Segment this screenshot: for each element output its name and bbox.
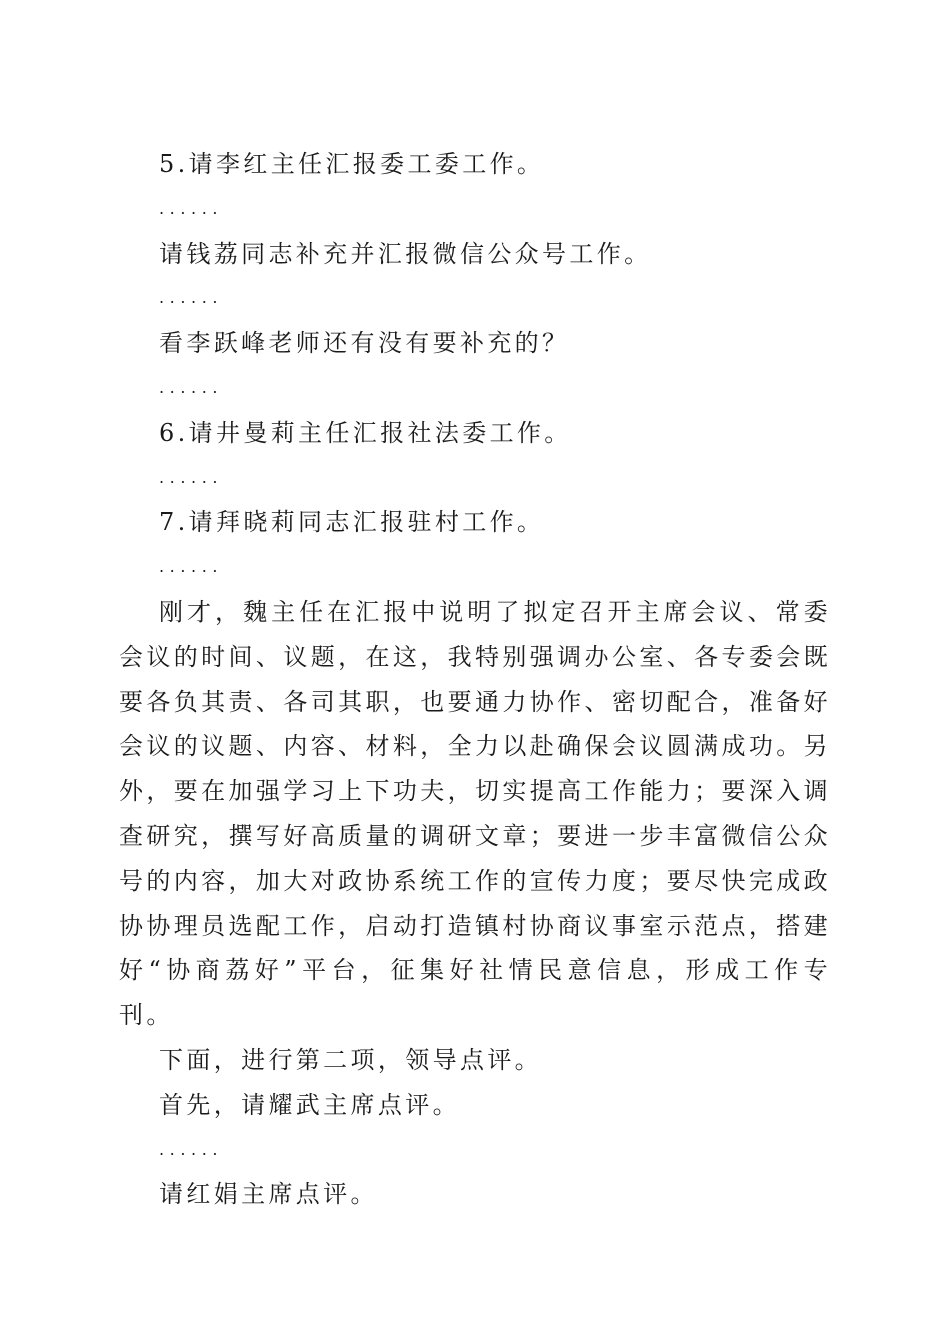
closing-line-first-comment: 首先，请耀武主席点评。 xyxy=(159,1090,460,1119)
agenda-supplement-wechat: 请钱荔同志补充并汇报微信公众号工作。 xyxy=(159,239,652,268)
summary-paragraph: 刚才，魏主任在汇报中说明了拟定召开主席会议、常委会议的时间、议题，在这，我特别强调办公室、各专委会既要各负其责、各司其职，也要通力协作、密切配合，准备好会议的议题、内容、材料，全力以赴确保会议圆满成功。另外，要在加强学习上下功夫，切实提高工作能力；要深入调查研究，撰写好高质量的调研文章；要进一步丰富微信公众号的内容，加大对政协系统工作的宣传力度；要尽快完成政协协理员选配工作，启动打造镇村协商议事室示范点，搭建好“协商荔好”平台，征集好社情民意信息，形成工作专刊。 xyxy=(119,597,831,1030)
agenda-supplement-question: 看李跃峰老师还有没有要补充的？ xyxy=(159,329,570,358)
agenda-item-7: 7.请拜晓莉同志汇报驻村工作。 xyxy=(159,508,545,537)
agenda-item-6: 6.请井曼莉主任汇报社法委工作。 xyxy=(159,418,572,447)
ellipsis: ...... xyxy=(159,467,224,487)
ellipsis: ...... xyxy=(159,198,224,218)
ellipsis: ...... xyxy=(159,377,224,397)
agenda-item-5: 5.请李红主任汇报委工委工作。 xyxy=(159,150,545,178)
ellipsis: ...... xyxy=(159,288,224,308)
ellipsis: ...... xyxy=(159,557,224,577)
closing-line-second-comment: 请红娟主席点评。 xyxy=(159,1180,378,1209)
document-body xyxy=(119,142,831,1217)
closing-line-next-item: 下面，进行第二项，领导点评。 xyxy=(159,1045,543,1074)
ellipsis: ...... xyxy=(159,1139,224,1159)
